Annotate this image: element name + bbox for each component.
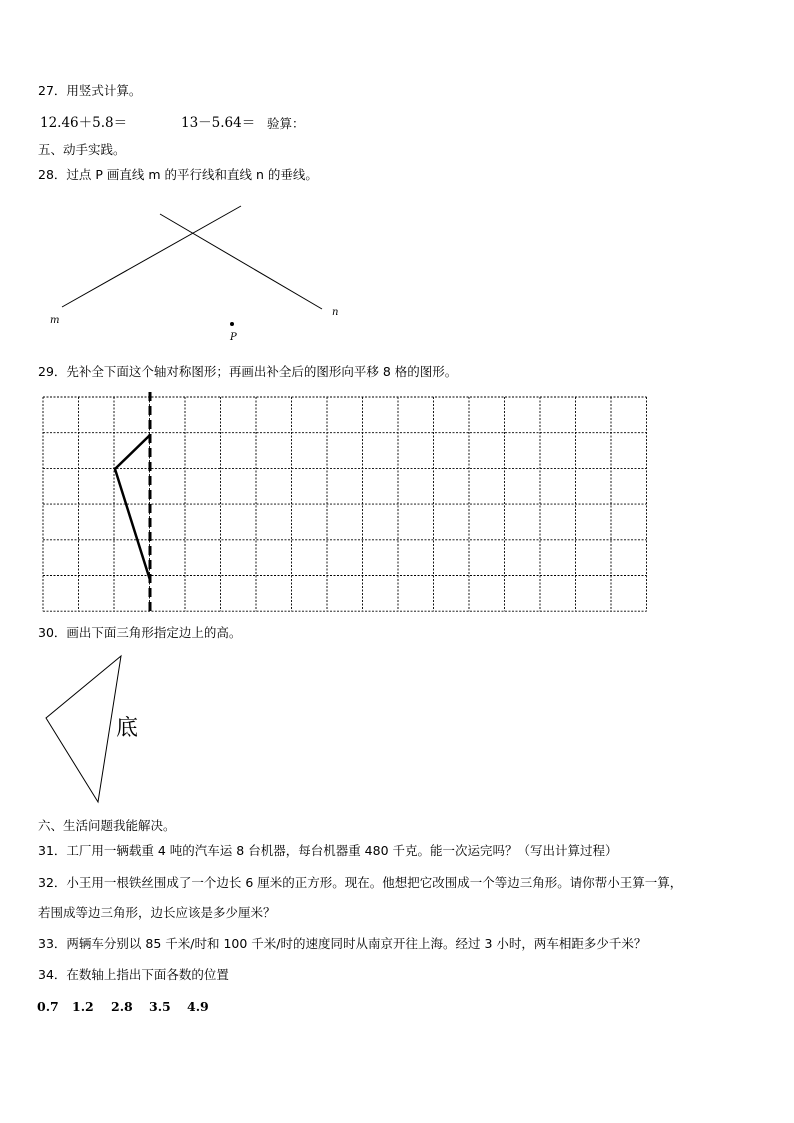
q34-number: 3.5 <box>149 999 171 1014</box>
triangle <box>46 656 121 802</box>
label-p: P <box>230 332 237 343</box>
q32-line1: 32．小王用一根铁丝围成了一个边长 6 厘米的正方形。现在。他想把它改围成一个等边三角形。请你帮小王算一算， <box>38 875 683 890</box>
q32-line2: 若围成等边三角形，边长应该是多少厘米？ <box>38 905 276 920</box>
section-5-heading: 五、动手实践。 <box>38 142 126 157</box>
line-m <box>62 206 241 307</box>
label-n: n <box>332 307 339 318</box>
base-label: 底 <box>116 716 139 741</box>
q34-number: 0.7 <box>37 999 59 1014</box>
dashed-grid <box>43 397 647 611</box>
point-p <box>230 322 234 326</box>
q31-text: 31．工厂用一辆载重 4 吨的汽车运 8 台机器，每台机器重 480 千克。能一次运完吗？（写出计算过程） <box>38 843 618 858</box>
q27-title: 27．用竖式计算。 <box>38 83 142 98</box>
q28-title: 28．过点 P 画直线 m 的平行线和直线 n 的垂线。 <box>38 167 318 182</box>
section-6-heading: 六、生活问题我能解决。 <box>38 818 176 833</box>
q34-number: 2.8 <box>111 999 133 1014</box>
q34-number: 1.2 <box>72 999 94 1014</box>
q27-check-label: 验算： <box>267 116 305 131</box>
q27-expr2: 13－5.64＝ <box>181 115 256 131</box>
half-figure <box>115 435 150 580</box>
label-m: m <box>50 315 60 326</box>
q34-title: 34．在数轴上指出下面各数的位置 <box>38 967 229 982</box>
q29-title: 29．先补全下面这个轴对称图形；再画出补全后的图形向平移 8 格的图形。 <box>38 364 458 379</box>
line-n <box>160 214 322 309</box>
q33-text: 33．两辆车分别以 85 千米/时和 100 千米/时的速度同时从南京开往上海。经过 3 小时，两车相距多少千米？ <box>38 936 647 951</box>
q30-title: 30．画出下面三角形指定边上的高。 <box>38 625 242 640</box>
q27-expr1: 12.46＋5.8＝ <box>40 115 128 131</box>
q34-number: 4.9 <box>187 999 209 1014</box>
